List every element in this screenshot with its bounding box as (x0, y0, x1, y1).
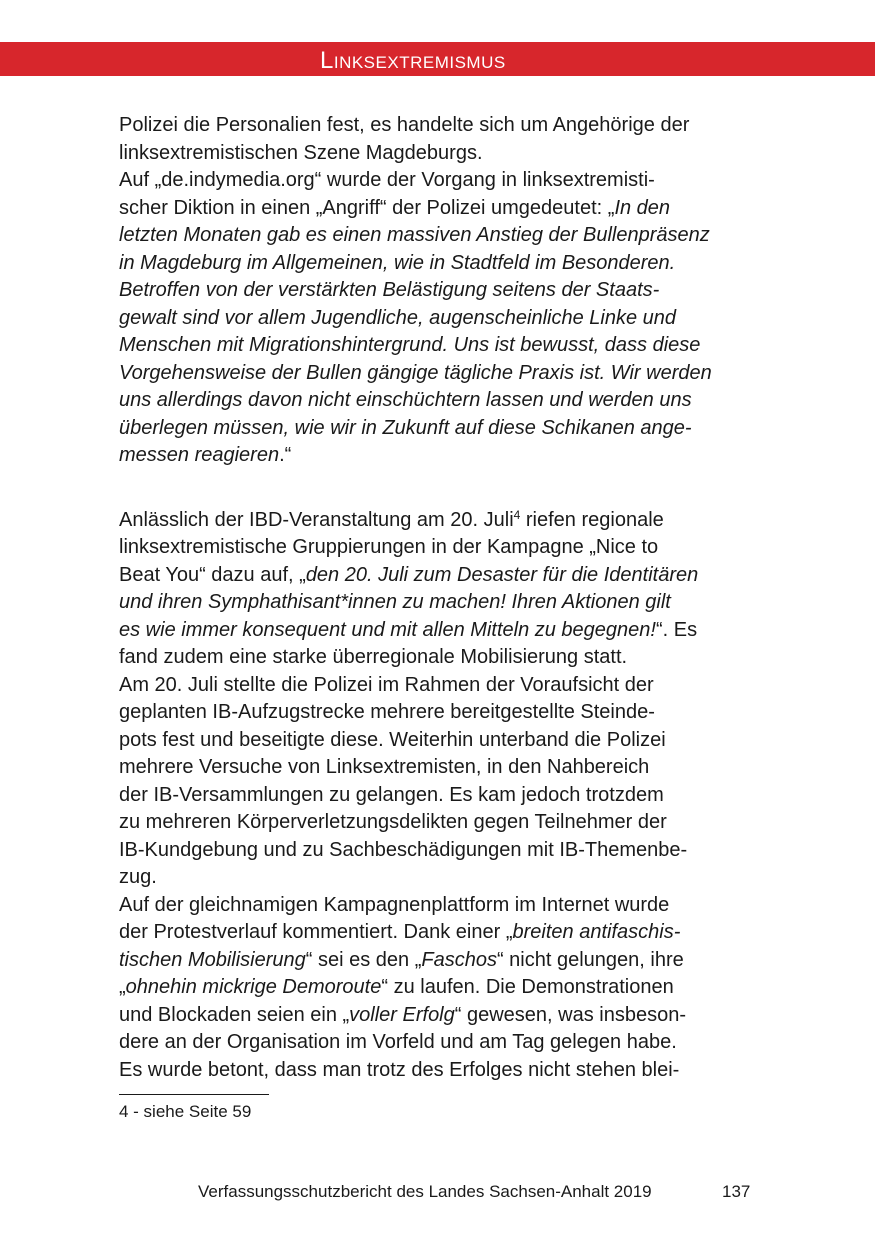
text-line (119, 672, 759, 700)
quoted-italic-text: Faschos (421, 948, 497, 971)
page-number: 137 (722, 1182, 751, 1201)
paragraph-gap (119, 470, 759, 507)
quoted-italic-text: überlegen müssen, wie wir in Zukunft auf diese Schikanen ange- (119, 416, 692, 439)
quoted-italic-text: den 20. Juli zum Desaster für die Identitären (305, 563, 699, 586)
quoted-italic-text: es wie immer konsequent und mit allen Mitteln zu begegnen! (119, 618, 656, 641)
quoted-italic-text: gewalt sind vor allem Jugendliche, augenscheinliche Linke und (119, 306, 677, 329)
text-segment: linksextremistische Gruppierungen in der Kampagne „Nice to (119, 536, 659, 558)
quoted-italic-text: Menschen mit Migrationshintergrund. Uns ist bewusst, dass diese (119, 334, 701, 356)
text-segment: “ zu laufen. Die Demonstrationen (381, 976, 674, 998)
text-segment: Es wurde betont, dass man trotz des Erfolges nicht stehen blei- (119, 1058, 680, 1081)
text-line (119, 332, 759, 360)
text-line (119, 1029, 759, 1057)
text-line (119, 754, 759, 782)
text-line (119, 277, 759, 305)
text-segment: scher Diktion in einen „Angriff“ der Polizei umgedeutet: „ (119, 196, 615, 219)
text-line (119, 167, 759, 195)
text-segment: der Protestverlauf kommentiert. Dank einer „ (119, 921, 513, 943)
text-line (119, 892, 759, 920)
text-line (119, 589, 759, 617)
text-segment: pots fest und beseitigte diese. Weiterhin unterband die Polizei (119, 728, 666, 751)
text-segment: Polizei die Personalien fest, es handelte sich um Angehörige der (119, 114, 690, 136)
quoted-italic-text: breiten antifaschis- (512, 921, 681, 943)
text-segment: Anlässlich der IBD-Veranstaltung am 20. Juli (119, 508, 514, 531)
text-segment: und Blockaden seien ein „ (119, 1003, 350, 1026)
text-segment: zug. (119, 866, 157, 888)
body-text (119, 112, 759, 1084)
text-line (119, 305, 759, 333)
quoted-italic-text: letzten Monaten gab es einen massiven Anstieg der Bullenpräsenz (119, 224, 710, 246)
text-line (119, 864, 759, 892)
quoted-italic-text: in Magdeburg im Allgemeinen, wie in Stadtfeld im Besonderen. (119, 251, 676, 274)
text-segment: “ sei es den „ (305, 948, 422, 971)
text-line (119, 782, 759, 810)
quoted-italic-text: ohnehin mickrige Demoroute (125, 976, 382, 998)
quoted-italic-text: uns allerdings davon nicht einschüchtern lassen und werden uns (119, 389, 692, 411)
text-segment: mehrere Versuche von Linksextremisten, in den Nahbereich (119, 756, 650, 778)
text-segment: dere an der Organisation im Vorfeld und am Tag gelegen habe. (119, 1031, 677, 1053)
text-line (119, 727, 759, 755)
quoted-italic-text: und ihren Symphathisant*innen zu machen! Ihren Aktionen gilt (119, 591, 671, 613)
text-segment: „ (119, 976, 126, 998)
text-segment: Auf der gleichnamigen Kampagnenplattform im Internet wurde (119, 893, 670, 916)
text-segment: der IB-Versammlungen zu gelangen. Es kam jedoch trotzdem (119, 783, 664, 806)
text-segment: Auf „de.indymedia.org“ wurde der Vorgang in linksextremisti- (119, 169, 655, 191)
text-line (119, 112, 759, 140)
quoted-italic-text: Betroffen von der verstärkten Belästigung seitens der Staats- (119, 279, 660, 301)
text-line (119, 947, 759, 975)
text-line (119, 387, 759, 415)
text-line (119, 534, 759, 562)
text-line (119, 562, 759, 590)
footnote-reference: 4 (513, 507, 521, 522)
text-line (119, 222, 759, 250)
text-segment: geplanten IB-Aufzugstrecke mehrere bereitgestellte Steinde- (119, 701, 655, 723)
text-line (119, 195, 759, 223)
text-line (119, 919, 759, 947)
text-line (119, 617, 759, 645)
text-segment: fand zudem eine starke überregionale Mobilisierung statt. (119, 646, 628, 668)
quoted-italic-text: In den (614, 196, 671, 219)
text-segment: Beat You“ dazu auf, „ (119, 563, 306, 586)
text-segment: IB-Kundgebung und zu Sachbeschädigungen mit IB-Themenbe- (119, 838, 688, 861)
text-line (119, 1057, 759, 1085)
text-segment: linksextremistischen Szene Magdeburgs. (119, 141, 483, 164)
text-line (119, 974, 759, 1002)
text-line (119, 837, 759, 865)
text-segment: “. Es (655, 618, 698, 641)
section-title: Linksextremismus (320, 47, 506, 74)
text-line (119, 140, 759, 168)
text-line (119, 507, 759, 535)
quoted-italic-text: tischen Mobilisierung (119, 948, 306, 971)
text-line (119, 360, 759, 388)
text-line (119, 442, 759, 470)
text-line (119, 415, 759, 443)
quoted-italic-text: Vorgehensweise der Bullen gängige tägliche Praxis ist. Wir werden (119, 361, 712, 384)
text-segment: “ nicht gelungen, ihre (496, 948, 684, 971)
text-line (119, 699, 759, 727)
quoted-italic-text: messen reagieren (119, 444, 280, 466)
page-footer: Verfassungsschutzbericht des Landes Sachsen-Anhalt 2019 (198, 1182, 652, 1201)
text-segment: “ gewesen, was insbeson- (454, 1003, 686, 1026)
text-segment: .“ (279, 444, 292, 466)
text-line (119, 809, 759, 837)
text-segment: zu mehreren Körperverletzungsdelikten gegen Teilnehmer der (119, 811, 667, 833)
footnote: 4 - siehe Seite 59 (119, 1102, 252, 1121)
text-line (119, 1002, 759, 1030)
footnote-divider (119, 1094, 269, 1095)
text-segment: Am 20. Juli stellte die Polizei im Rahmen der Voraufsicht der (119, 673, 654, 696)
text-line (119, 250, 759, 278)
text-segment: riefen regionale (520, 508, 664, 531)
text-line (119, 644, 759, 672)
quoted-italic-text: voller Erfolg (349, 1003, 455, 1026)
